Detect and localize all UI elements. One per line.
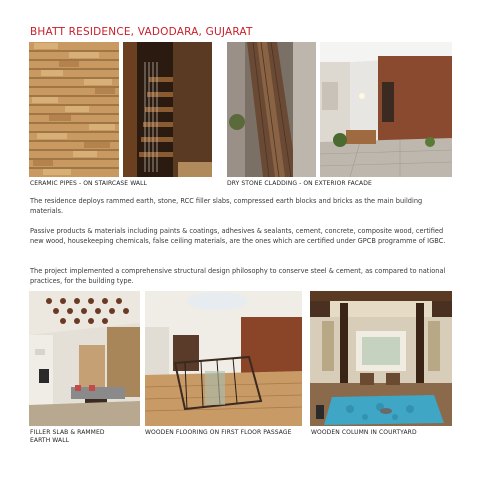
paragraph-products: Passive products & materials including paints & coatings, adhesives & sealants, cement, concrete, composite wood, certified new wood, housekeeping chemicals, false ceiling materials, are the ones which are certified under GPCB programme of IGBC. [30, 227, 446, 245]
wooden-flooring-passage-photo [145, 291, 302, 426]
caption-wooden-flooring: WOODEN FLOORING ON FIRST FLOOR PASSAGE [145, 429, 292, 436]
ceramic-pipes-wall-photo [29, 42, 119, 177]
caption-ceramic-pipes: CERAMIC PIPES - ON STAIRCASE WALL [30, 180, 148, 187]
filler-slab-living-room-photo [29, 291, 140, 426]
paragraph-materials: The residence deploys rammed earth, stone, RCC filler slabs, compressed earth blocks and bricks as the main building materials. [30, 197, 423, 215]
staircase-photo [123, 42, 212, 177]
caption-stone-cladding: DRY STONE CLADDING - ON EXTERIOR FACADE [227, 180, 372, 187]
caption-wooden-column: WOODEN COLUMN IN COURTYARD [311, 429, 417, 436]
paragraph-structural: The project implemented a comprehensive structural design philosophy to conserve steel & cement, as compared to national practices, for the building type. [30, 267, 446, 285]
exterior-facade-photo [320, 42, 452, 177]
caption-filler-slab: FILLER SLAB & RAMMED EARTH WALL [30, 429, 105, 444]
page-title: BHATT RESIDENCE, VADODARA, GUJARAT [30, 26, 253, 38]
stone-cladding-closeup-photo [227, 42, 316, 177]
courtyard-column-photo [310, 291, 452, 426]
